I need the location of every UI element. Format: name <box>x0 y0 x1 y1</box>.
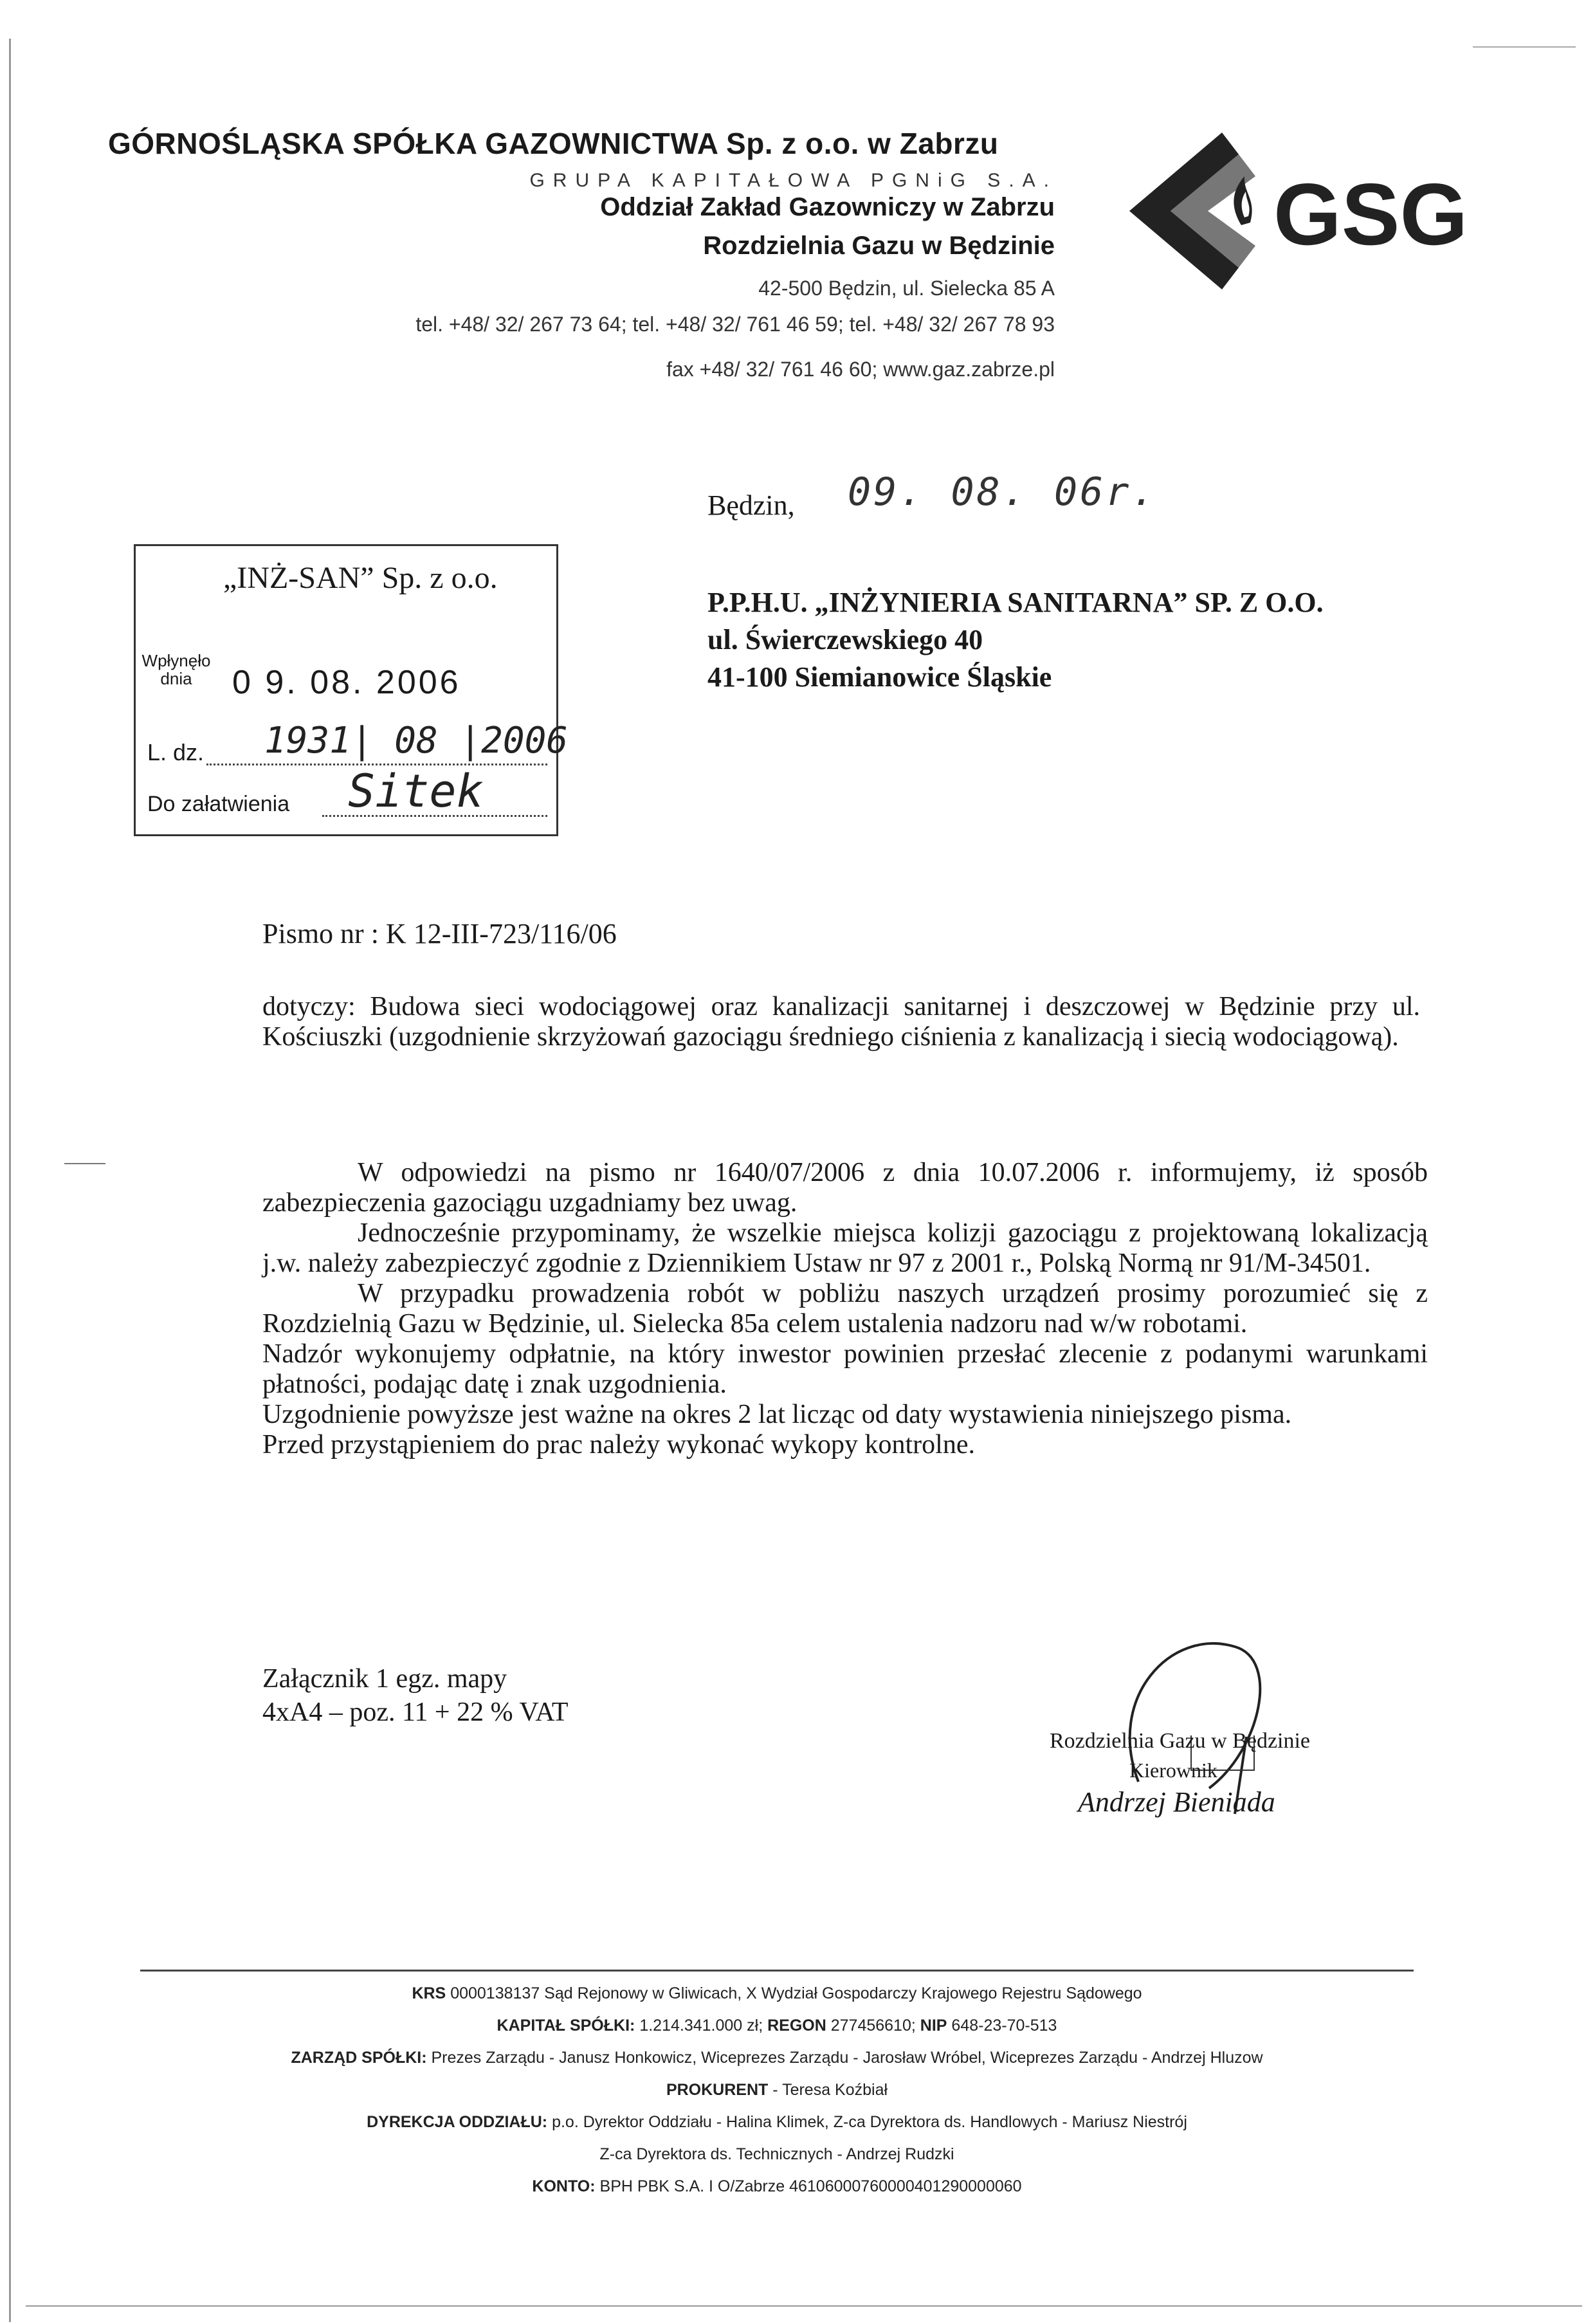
footer-account: KONTO: BPH PBK S.A. I O/Zabrze 46106000760000401290000060 <box>532 2177 1022 2195</box>
paragraph-contact: W przypadku prowadzenia robót w pobliżu naszych urządzeń prosimy porozumieć się z Rozdzielnią Gazu w Będzinie, ul. Sielecka 85a celem ustalenia nadzoru nad w/w robotami. <box>262 1279 1428 1339</box>
group-line: GRUPA KAPITAŁOWA PGNiG S.A. <box>529 170 1057 191</box>
stamp-regno-label: L. dz. <box>147 739 205 765</box>
page-edge-bottom <box>26 2305 1582 2307</box>
logo-text: GSG <box>1273 165 1468 263</box>
paragraph-reminder: Jednocześnie przypominamy, że wszelkie miejsca kolizji gazociągu z projektowaną lokalizacją j.w. należy zabezpieczyć zgodnie z Dziennikiem Ustaw nr 97 z 2001 r., Polską Normą nr 91/M-34501. <box>262 1218 1428 1278</box>
station-name: Rozdzielnia Gazu w Będzinie <box>703 232 1055 260</box>
footer-capital: KAPITAŁ SPÓŁKI: 1.214.341.000 zł; REGON 277456610; NIP 648-23-70-513 <box>497 2017 1057 2035</box>
paragraph-reply: W odpowiedzi na pismo nr 1640/07/2006 z dnia 10.07.2006 r. informujemy, iż sposób zabezpieczenia gazociągu uzgadniamy bez uwag. <box>262 1158 1428 1218</box>
attachment-line-1: Załącznik 1 egz. mapy <box>262 1664 507 1694</box>
signature-stamp-line-1: Rozdzielnia Gazu w Będzinie <box>1050 1729 1311 1753</box>
footer-proxy: PROKURENT - Teresa Koźbiał <box>666 2081 888 2099</box>
signature-block <box>1042 1621 1376 1827</box>
letter-reference: Pismo nr : K 12-III-723/116/06 <box>262 918 617 949</box>
stamp-regno-value: 1931| 08 |2006 <box>264 720 569 762</box>
footer-krs: KRS 0000138137 Sąd Rejonowy w Gliwicach, X Wydział Gospodarczy Krajowego Rejestru Sądowego <box>412 1984 1142 2002</box>
company-fax-www: fax +48/ 32/ 761 46 60; www.gaz.zabrze.pl <box>666 358 1055 381</box>
footer-directors-2: Z-ca Dyrektora ds. Technicznych - Andrzej Rudzki <box>599 2145 954 2163</box>
letter-subject: dotyczy: Budowa sieci wodociągowej oraz kanalizacji sanitarnej i deszczowej w Będzinie przy ul. Kościuszki (uzgodnienie skrzyżowań gazociągu średniego ciśnienia z kanalizacją i siecią wodociągową). <box>262 992 1420 1052</box>
incoming-stamp <box>134 544 569 836</box>
recipient-street: ul. Świerczewskiego 40 <box>707 624 983 655</box>
signatory-name: Andrzej Bieniada <box>1078 1786 1275 1818</box>
signature-stamp-line-2: Kierownik <box>1129 1759 1217 1782</box>
stamp-title: „INŻ-SAN” Sp. z o.o. <box>223 561 498 595</box>
date-place: Będzin, <box>707 490 795 521</box>
attachment-line-2: 4xA4 – poz. 11 + 22 % VAT <box>262 1697 569 1727</box>
paragraph-validity: Uzgodnienie powyższe jest ważne na okres 2 lat licząc od daty wystawienia niniejszego pisma. <box>262 1400 1292 1429</box>
page-edge-left <box>9 39 11 2322</box>
footer-divider <box>140 1970 1414 1972</box>
page-edge-top <box>1473 46 1576 48</box>
company-phones: tel. +48/ 32/ 267 73 64; tel. +48/ 32/ 761 46 59; tel. +48/ 32/ 267 78 93 <box>415 313 1055 336</box>
recipient-address <box>707 584 1324 696</box>
paragraph-supervision: Nadzór wykonujemy odpłatnie, na który inwestor powinien przesłać zlecenie z podanymi warunkami płatności, podając datę i znak uzgodnienia. <box>262 1339 1428 1399</box>
company-footer <box>140 1977 1414 2202</box>
recipient-city: 41-100 Siemianowice Śląskie <box>707 661 1052 693</box>
fold-mark <box>64 1163 105 1164</box>
stamp-handler-signature: Sitek <box>348 765 484 818</box>
footer-directors: DYREKCJA ODDZIAŁU: p.o. Dyrektor Oddziału - Halina Klimek, Z-ca Dyrektora ds. Handlowych - Mariusz Niestrój <box>367 2113 1187 2131</box>
stamp-handler-label: Do załatwienia <box>147 792 290 816</box>
branch-name: Oddział Zakład Gazowniczy w Zabrzu <box>600 193 1055 221</box>
company-name: GÓRNOŚLĄSKA SPÓŁKA GAZOWNICTWA Sp. z o.o. w Zabrzu <box>108 127 999 160</box>
attachment-note <box>262 1662 569 1729</box>
stamp-received-label: Wpłynęło dnia <box>141 651 211 688</box>
date-handwritten: 09. 08. 06r. <box>848 470 1158 515</box>
gsg-flame-logo-icon <box>1113 129 1473 296</box>
company-address: 42-500 Będzin, ul. Sielecka 85 A <box>758 277 1055 300</box>
stamp-received-date: 0 9. 08. 2006 <box>232 664 461 701</box>
footer-board: ZARZĄD SPÓŁKI: Prezes Zarządu - Janusz Honkowicz, Wiceprezes Zarządu - Jarosław Wróbel, Wiceprezes Zarządu - Andrzej Hluzow <box>291 2049 1263 2067</box>
paragraph-test-pits: Przed przystąpieniem do prac należy wykonać wykopy kontrolne. <box>262 1430 975 1459</box>
gsg-logo <box>1113 129 1473 296</box>
letter-body <box>262 1158 1428 1460</box>
recipient-name: P.P.H.U. „INŻYNIERIA SANITARNA” SP. Z O.O. <box>707 587 1324 618</box>
